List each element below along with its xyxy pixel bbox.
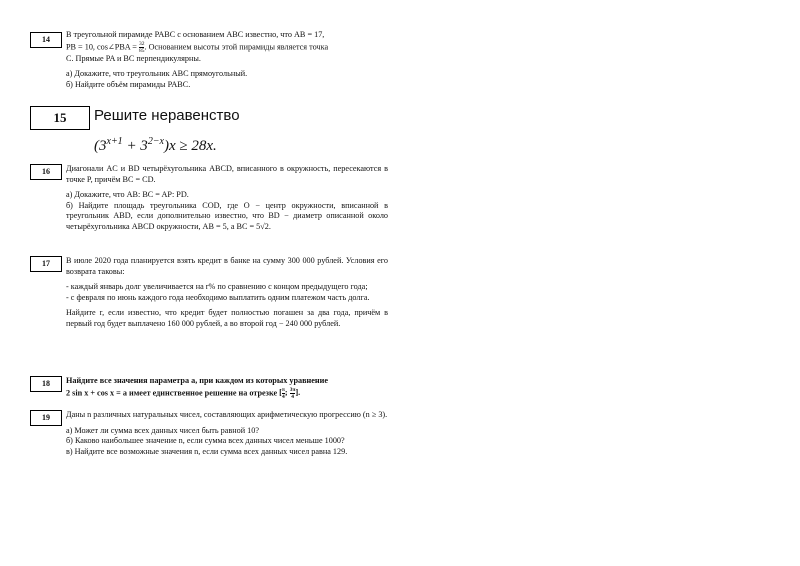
task-19 <box>30 410 390 520</box>
interval: [ $\frac{\pi}{4}$ ; $\frac{3\pi}{4}$ ]. <box>279 386 301 400</box>
task-number-box: 18 <box>30 376 62 392</box>
task-text <box>66 256 388 330</box>
fraction: $\frac{3\pi}{4}$ <box>289 386 296 400</box>
task-part-c: в) Найдите все возможные значения n, если сумма всех данных чисел равна 129. <box>66 446 348 456</box>
task-part-b: б) Найдите площадь треугольника COD, где O − центр окружности, вписанной в треугольник ABD, если дополнительно известно, что BD − диаметр описанной около четырёхугольника ABCD окружности, AB = 5, а BC = 5√2. <box>66 200 388 231</box>
task-text <box>66 376 388 400</box>
task-part-a: а) Может ли сумма всех данных чисел быть равной 10? <box>66 425 259 435</box>
task-line: Найдите все значения параметра a, при каждом из которых уравнение <box>66 376 328 385</box>
task-16 <box>30 164 390 250</box>
task-formula: $(3^{x+1} + 3^{2-x})x \ge 28x$. <box>94 136 217 154</box>
task-number-box: 16 <box>30 164 62 180</box>
task-line: В июле 2020 года планируется взять кредит в банке на сумму 300 000 рублей. Условия его возврата таковы: <box>66 256 388 276</box>
task-number-box: 17 <box>30 256 62 272</box>
task-line: PB = 10, cos∠PBA = $\frac{32}{85}$ . Основанием высоты этой пирамиды является точка <box>66 40 329 54</box>
task-text <box>66 410 388 457</box>
task-condition: - каждый январь долг увеличивается на r% по сравнению с концом предыдущего года; <box>66 282 368 292</box>
task-part-a: а) Докажите, что треугольник ABC прямоугольный. <box>66 69 248 79</box>
fraction: $\frac{32}{85}$ <box>138 40 145 54</box>
task-question: Найдите r, если известно, что кредит будет полностью погашен за два года, причём в первый год будет выплачено 160 000 рублей, а во второй год − 240 000 рублей. <box>66 308 388 328</box>
task-text <box>66 164 388 233</box>
task-part-a: а) Докажите, что AB: BC = AP: PD. <box>66 190 189 200</box>
task-title: Решите неравенство <box>94 107 240 124</box>
task-15 <box>30 106 390 156</box>
task-17 <box>30 256 390 372</box>
task-18 <box>30 376 390 406</box>
task-number-box: 14 <box>30 32 62 48</box>
task-condition: - с февраля по июнь каждого года необходимо выплатить одним платежом часть долга. <box>66 292 370 302</box>
task-number-box: 19 <box>30 410 62 426</box>
task-14 <box>30 30 390 100</box>
fraction: $\frac{\pi}{4}$ <box>281 386 285 400</box>
task-line: 2 sin x + cos x = a имеет единственное решение на отрезке [ $\frac{\pi}{4}$ ; $\frac{3\pi}{4}$ ]. <box>66 386 301 400</box>
task-text <box>66 30 388 90</box>
task-part-b: б) Каково наибольшее значение n, если сумма всех данных чисел меньше 1000? <box>66 436 345 446</box>
task-line: В треугольной пирамиде PABC с основанием ABC известно, что AB = 17, <box>66 30 325 39</box>
task-line: C. Прямые PA и BC перпендикулярны. <box>66 53 201 63</box>
task-line: Диагонали AC и BD четырёхугольника ABCD, вписанного в окружность, пересекаются в точке P, причём BC = CD. <box>66 164 388 184</box>
task-line: Даны n различных натуральных чисел, составляющих арифметическую прогрессию (n ≥ 3). <box>66 410 388 419</box>
task-part-b: б) Найдите объём пирамиды PABC. <box>66 79 191 89</box>
task-number-box: 15 <box>30 106 90 130</box>
